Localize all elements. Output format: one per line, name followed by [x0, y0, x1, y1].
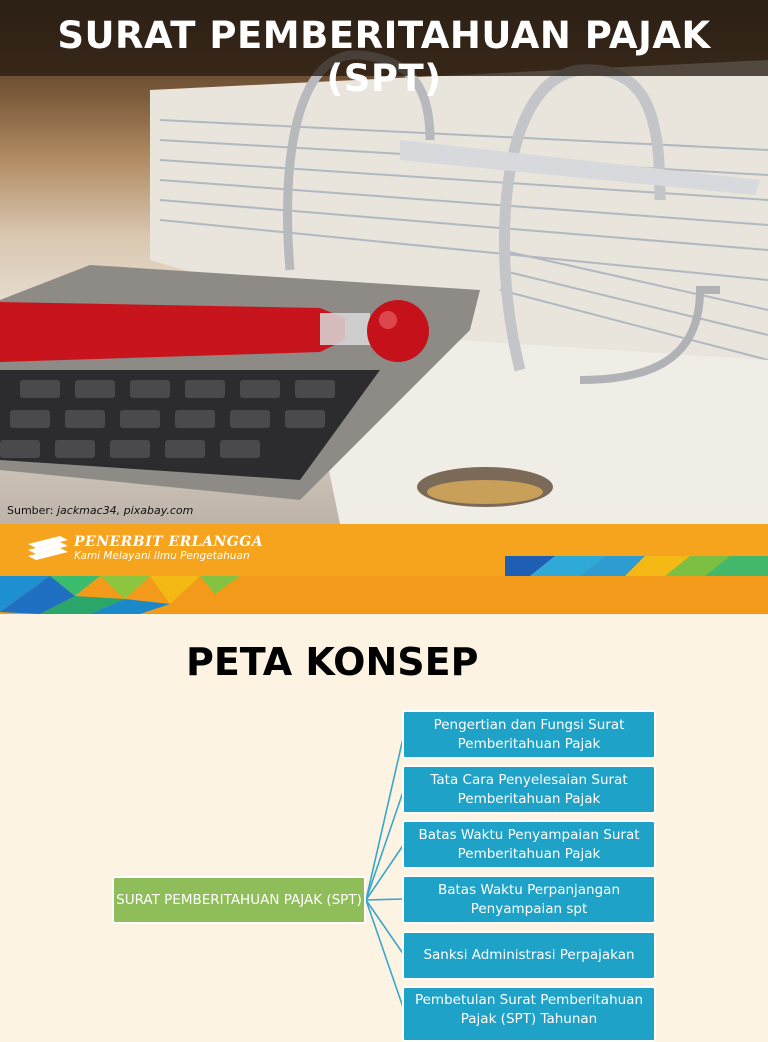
- concept-root-node: SURAT PEMBERITAHUAN PAJAK (SPT): [112, 876, 366, 924]
- credit-prefix: Sumber:: [7, 504, 54, 517]
- concept-node-5: Sanksi Administrasi Perpajakan: [402, 931, 656, 980]
- connector-2: [366, 789, 404, 900]
- credit-source: jackmac34, pixabay.com: [56, 504, 194, 517]
- connector-3: [366, 844, 404, 900]
- publisher-name: PENERBIT ERLANGGA: [74, 534, 264, 550]
- connector-6: [366, 900, 404, 1010]
- concept-node-1: Pengertian dan Fungsi Surat Pemberitahuan Pajak: [402, 710, 656, 759]
- concept-node-2: Tata Cara Penyelesaian Surat Pemberitahuan Pajak: [402, 765, 656, 814]
- connector-4: [366, 899, 404, 900]
- slide-title: SURAT PEMBERITAHUAN PAJAK (SPT): [57, 14, 711, 100]
- connector-1: [366, 734, 404, 900]
- concept-map-heading: PETA KONSEP: [186, 640, 479, 684]
- concept-node-4: Batas Waktu Perpanjangan Penyampaian spt: [402, 875, 656, 924]
- publisher-tagline: Kami Melayani Ilmu Pengetahuan: [74, 550, 250, 562]
- connector-5: [366, 900, 404, 955]
- brand-band: [0, 524, 768, 614]
- concept-node-6: Pembetulan Surat Pemberitahuan Pajak (SPT) Tahunan: [402, 986, 656, 1042]
- concept-node-3: Batas Waktu Penyampaian Surat Pemberitahuan Pajak: [402, 820, 656, 869]
- image-credit: [7, 504, 193, 517]
